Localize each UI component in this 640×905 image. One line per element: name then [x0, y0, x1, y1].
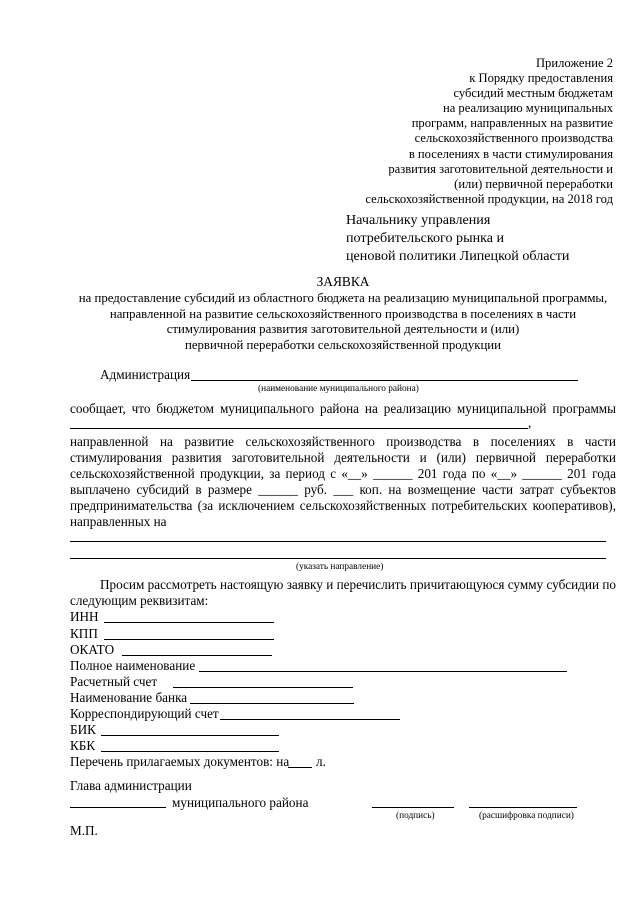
attachments-count-field[interactable]: [288, 767, 312, 768]
title-heading: ЗАЯВКА: [316, 274, 370, 289]
amount-line: выплачено субсидий в размере ______ руб. ___ коп. на возмещение части затрат субъектов: [70, 482, 616, 497]
appendix-line: сельскохозяйственной продукции, на 2018 год: [365, 191, 613, 206]
appendix-block: [365, 56, 613, 207]
bik-label: БИК: [70, 722, 96, 737]
program-comma: ,: [528, 415, 532, 430]
bik-field[interactable]: [101, 735, 279, 736]
kpp-field[interactable]: [104, 639, 274, 640]
admin-label: Администрация: [100, 367, 191, 382]
full-name-label: Полное наименование: [70, 658, 196, 673]
document-title: [50, 274, 636, 353]
attachments-label: Перечень прилагаемых документов: на: [70, 754, 290, 769]
kbk-field[interactable]: [101, 751, 279, 752]
request-line: Просим рассмотреть настоящую заявку и перечислить причитающуюся сумму субсидии по: [100, 577, 616, 592]
appendix-line: на реализацию муниципальных: [442, 101, 613, 116]
bank-name-label: Наименование банка: [70, 690, 188, 705]
body-text-line: предпринимательства (за исключением сельскохозяйственных потребительских кооперативов),: [70, 498, 616, 513]
inn-field[interactable]: [104, 622, 274, 623]
kpp-label: КПП: [70, 626, 98, 641]
appendix-line: к Порядку предоставления: [469, 71, 613, 86]
title-line: стимулирования развития заготовительной деятельности и (или): [166, 322, 520, 337]
appendix-line: сельскохозяйственного производства: [414, 131, 613, 146]
title-line: на предоставление субсидий из областного бюджета на реализацию муниципальной программы,: [78, 291, 608, 306]
appendix-line: субсидий местным бюджетам: [453, 86, 613, 101]
sign-hint: (подпись): [396, 811, 435, 821]
appendix-line: программ, направленных на развитие: [411, 116, 613, 131]
corr-account-field[interactable]: [220, 719, 400, 720]
direction-field[interactable]: [70, 541, 606, 542]
title-line: первичной переработки сельскохозяйственной продукции: [184, 337, 501, 352]
okato-label: ОКАТО: [70, 642, 115, 657]
addressee-block: [346, 212, 569, 265]
full-name-field[interactable]: [199, 671, 567, 672]
seal-label: М.П.: [70, 823, 98, 838]
direction-hint: (указать направление): [296, 562, 384, 572]
corr-account-label: Корреспондирующий счет: [70, 706, 219, 721]
body-text-line: стимулирования развития заготовительной деятельности и (или) первичной переработки: [70, 450, 616, 465]
request-line: следующим реквизитам:: [70, 593, 209, 608]
program-name-field[interactable]: [70, 428, 528, 429]
admin-name-field[interactable]: [191, 380, 578, 381]
period-line: сельскохозяйственной продукции, за период с «__» ______ 201 года по «__» ______ 201 года: [70, 466, 616, 481]
attachments-suffix: л.: [316, 754, 326, 769]
account-label: Расчетный счет: [70, 674, 158, 689]
kbk-label: КБК: [70, 738, 96, 753]
decode-hint: (расшифровка подписи): [479, 811, 574, 821]
okato-field[interactable]: [122, 655, 272, 656]
title-line: направленной на развитие сельскохозяйственного производства в поселениях в части: [109, 306, 577, 321]
body-text-line: сообщает, что бюджетом муниципального района на реализацию муниципальной программы: [70, 401, 616, 416]
addressee-line: ценовой политики Липецкой области: [346, 247, 570, 264]
body-text-line: направленной на развитие сельскохозяйственного производства в поселениях в части: [70, 434, 616, 449]
appendix-line: (или) первичной переработки: [454, 176, 613, 191]
district-name-field[interactable]: [70, 807, 166, 808]
direction-field[interactable]: [70, 558, 606, 559]
body-text-line: направленных на: [70, 514, 167, 529]
addressee-line: потребительского рынка и: [346, 229, 505, 246]
admin-hint: (наименование муниципального района): [258, 384, 419, 394]
addressee-line: Начальнику управления: [346, 212, 491, 228]
signature-field[interactable]: [372, 807, 454, 808]
appendix-line: Приложение 2: [535, 56, 613, 70]
head-label: Глава администрации: [70, 778, 192, 793]
district-label: муниципального района: [172, 795, 309, 810]
inn-label: ИНН: [70, 609, 99, 624]
appendix-line: развития заготовительной деятельности и: [388, 161, 613, 176]
signature-decode-field[interactable]: [469, 807, 577, 808]
bank-name-field[interactable]: [190, 703, 354, 704]
appendix-line: в поселениях в части стимулирования: [408, 146, 613, 161]
account-field[interactable]: [173, 687, 353, 688]
